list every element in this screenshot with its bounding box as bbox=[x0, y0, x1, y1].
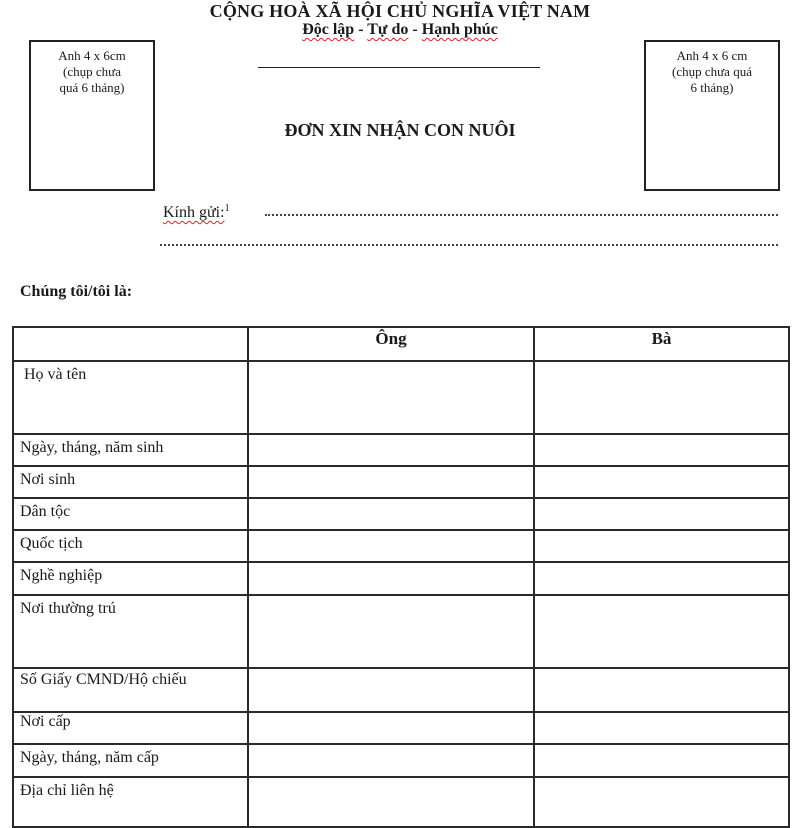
motto-underline-divider bbox=[258, 67, 540, 68]
field-ong-occupation[interactable] bbox=[248, 562, 534, 595]
row-label: Dân tộc bbox=[13, 498, 248, 530]
photo-caption-line: 6 tháng) bbox=[690, 80, 734, 95]
table-header-row bbox=[13, 327, 789, 361]
row-label: Họ và tên bbox=[13, 361, 248, 434]
row-label: Quốc tịch bbox=[13, 530, 248, 562]
table-row bbox=[13, 562, 789, 595]
national-motto bbox=[0, 20, 800, 40]
field-ong-issue-place[interactable] bbox=[248, 712, 534, 744]
field-ba-birthplace[interactable] bbox=[534, 466, 789, 498]
field-ong-permanent-residence[interactable] bbox=[248, 595, 534, 668]
field-ba-permanent-residence[interactable] bbox=[534, 595, 789, 668]
table-row bbox=[13, 744, 789, 777]
table-row bbox=[13, 530, 789, 562]
table-row bbox=[13, 712, 789, 744]
row-label: Nơi cấp bbox=[13, 712, 248, 744]
national-heading-text: CỘNG HOÀ XÃ HỘI CHỦ NGHĨA VIỆT NAM bbox=[209, 1, 591, 21]
photo-caption-line: quá 6 tháng) bbox=[59, 80, 125, 95]
field-ba-ethnicity[interactable] bbox=[534, 498, 789, 530]
field-ong-nationality[interactable] bbox=[248, 530, 534, 562]
recipient-fill-line-1[interactable] bbox=[265, 214, 778, 216]
photo-caption-line: Anh 4 x 6cm bbox=[58, 48, 126, 63]
table-row bbox=[13, 434, 789, 466]
motto-part-independence: Độc lập bbox=[302, 21, 355, 38]
recipient-label-text: Kính gửi: bbox=[163, 204, 225, 221]
row-label: Nghề nghiệp bbox=[13, 562, 248, 595]
applicant-intro: Chúng tôi/tôi là: bbox=[20, 283, 133, 300]
table-row bbox=[13, 595, 789, 668]
field-ba-issue-date[interactable] bbox=[534, 744, 789, 777]
photo-placeholder-right bbox=[644, 40, 780, 191]
field-ong-full-name[interactable] bbox=[248, 361, 534, 434]
field-ba-occupation[interactable] bbox=[534, 562, 789, 595]
motto-separator: - bbox=[354, 21, 368, 38]
motto-separator: - bbox=[408, 21, 422, 38]
field-ba-full-name[interactable] bbox=[534, 361, 789, 434]
row-label: Ngày, tháng, năm sinh bbox=[13, 434, 248, 466]
header-cell-ong: Ông bbox=[248, 327, 534, 361]
row-label: Số Giấy CMND/Hộ chiếu bbox=[13, 668, 248, 712]
field-ba-issue-place[interactable] bbox=[534, 712, 789, 744]
field-ong-issue-date[interactable] bbox=[248, 744, 534, 777]
header-cell-label bbox=[13, 327, 248, 361]
field-ong-id-number[interactable] bbox=[248, 668, 534, 712]
photo-caption-line: (chụp chưa quá bbox=[672, 64, 752, 79]
recipient-label bbox=[163, 199, 230, 223]
field-ong-birthplace[interactable] bbox=[248, 466, 534, 498]
table-row bbox=[13, 498, 789, 530]
motto-part-happiness: Hạnh phúc bbox=[421, 21, 498, 38]
field-ba-nationality[interactable] bbox=[534, 530, 789, 562]
table-row bbox=[13, 668, 789, 712]
field-ba-contact-address[interactable] bbox=[534, 777, 789, 827]
field-ba-birth-date[interactable] bbox=[534, 434, 789, 466]
photo-caption-line: (chụp chưa bbox=[63, 64, 121, 79]
table-row bbox=[13, 361, 789, 434]
row-label: Nơi sinh bbox=[13, 466, 248, 498]
row-label: Ngày, tháng, năm cấp bbox=[13, 744, 248, 777]
field-ong-birth-date[interactable] bbox=[248, 434, 534, 466]
applicant-info-table bbox=[12, 326, 790, 828]
row-label: Địa chỉ liên hệ bbox=[13, 777, 248, 827]
motto-part-freedom: Tự do bbox=[367, 21, 409, 38]
table-row bbox=[13, 777, 789, 827]
recipient-fill-line-2[interactable] bbox=[160, 244, 778, 246]
table-row bbox=[13, 466, 789, 498]
field-ong-ethnicity[interactable] bbox=[248, 498, 534, 530]
form-title bbox=[0, 120, 800, 141]
header-cell-ba: Bà bbox=[534, 327, 789, 361]
photo-caption-line: Anh 4 x 6 cm bbox=[676, 48, 748, 63]
national-heading bbox=[0, 0, 800, 22]
form-title-text: ĐƠN XIN NHẬN CON NUÔI bbox=[284, 120, 516, 140]
field-ong-contact-address[interactable] bbox=[248, 777, 534, 827]
photo-placeholder-left bbox=[29, 40, 155, 191]
row-label: Nơi thường trú bbox=[13, 595, 248, 668]
footnote-marker: 1 bbox=[224, 203, 230, 214]
field-ba-id-number[interactable] bbox=[534, 668, 789, 712]
